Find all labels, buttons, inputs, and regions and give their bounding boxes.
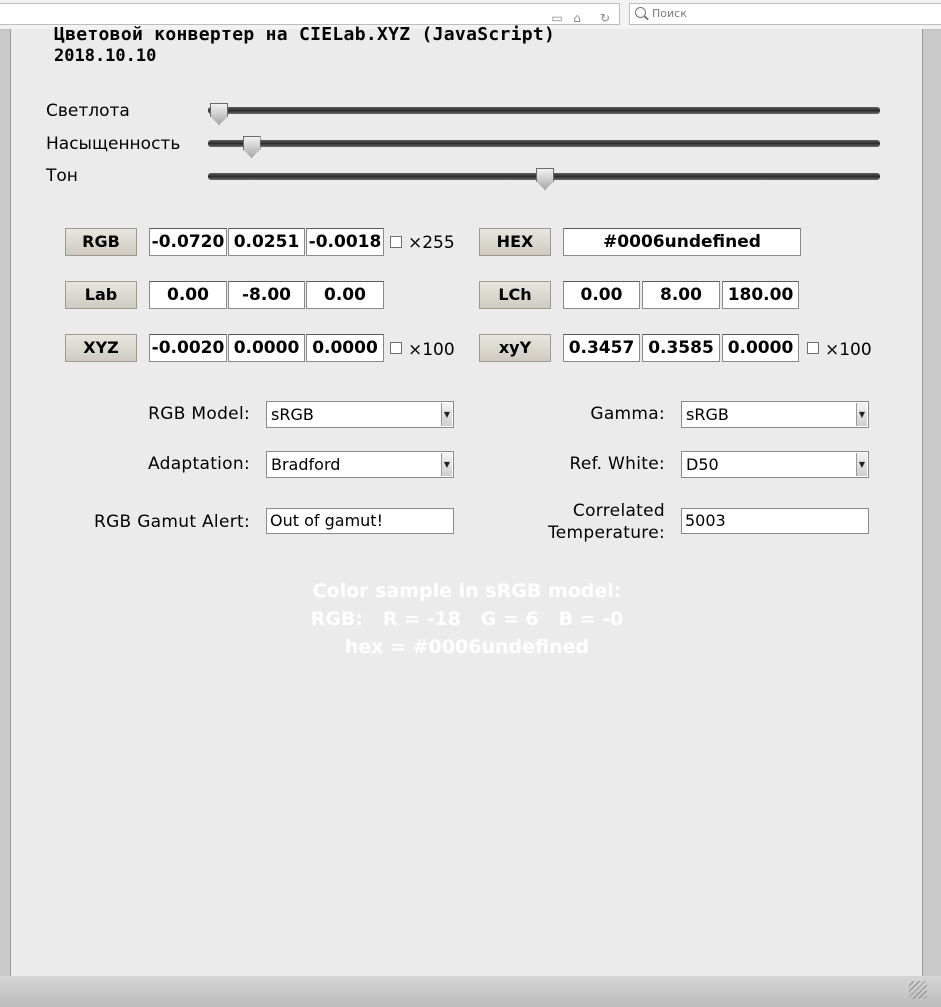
xyy-bigY-field[interactable]: 0.0000 bbox=[722, 334, 799, 362]
lab-l-field[interactable]: 0.00 bbox=[149, 281, 227, 309]
xyy-x100-label: ×100 bbox=[825, 340, 872, 360]
ref-white-value: D50 bbox=[686, 455, 719, 474]
chevron-down-icon[interactable]: ▼ bbox=[441, 403, 452, 426]
resize-grip-icon[interactable] bbox=[909, 981, 927, 999]
ref-white-label: Ref. White: bbox=[569, 454, 665, 474]
gamma-label: Gamma: bbox=[590, 404, 665, 424]
page-title: Цветовой конвертер на CIELab.XYZ (JavaScript) bbox=[54, 24, 556, 45]
color-sample-rgb: RGB: R = -18 G = 6 B = -0 bbox=[310, 608, 624, 630]
rgb-button[interactable]: RGB bbox=[65, 228, 137, 256]
chevron-down-icon[interactable]: ▼ bbox=[856, 403, 867, 426]
hex-field[interactable]: #0006undefined bbox=[563, 228, 801, 256]
xyy-y-field[interactable]: 0.3585 bbox=[642, 334, 720, 362]
lightness-slider-track[interactable] bbox=[208, 107, 880, 114]
xyz-y-field[interactable]: 0.0000 bbox=[228, 334, 305, 362]
adaptation-select[interactable] bbox=[266, 451, 454, 478]
slider-label-hue: Тон bbox=[46, 166, 78, 186]
adaptation-label: Adaptation: bbox=[147, 454, 250, 474]
lch-button[interactable]: LCh bbox=[479, 281, 551, 309]
gamut-alert-label: RGB Gamut Alert: bbox=[93, 512, 250, 532]
rgb-r-field[interactable]: -0.0720 bbox=[149, 228, 227, 256]
reload-icon[interactable]: ↻ bbox=[599, 11, 611, 25]
lab-b-field[interactable]: 0.00 bbox=[306, 281, 384, 309]
saturation-slider-track[interactable] bbox=[208, 140, 880, 147]
rgb-b-field[interactable]: -0.0018 bbox=[306, 228, 384, 256]
xyz-x100-label: ×100 bbox=[408, 340, 455, 360]
xyz-z-field[interactable]: 0.0000 bbox=[306, 334, 384, 362]
corr-temp-label-line2: Temperature: bbox=[547, 523, 665, 543]
slider-label-saturation: Насыщенность bbox=[46, 134, 181, 154]
rgb-model-value: sRGB bbox=[271, 405, 314, 424]
lch-h-field[interactable]: 180.00 bbox=[722, 281, 799, 309]
slider-label-lightness: Светлота bbox=[46, 101, 130, 121]
page-date: 2018.10.10 bbox=[54, 46, 157, 66]
xyz-x100-checkbox[interactable] bbox=[390, 342, 402, 354]
rgb-model-label: RGB Model: bbox=[148, 404, 250, 424]
address-bar[interactable] bbox=[0, 3, 620, 25]
rgb-x255-checkbox[interactable] bbox=[390, 236, 402, 248]
lab-a-field[interactable]: -8.00 bbox=[228, 281, 305, 309]
lch-c-field[interactable]: 8.00 bbox=[642, 281, 720, 309]
gamma-value: sRGB bbox=[686, 405, 729, 424]
adaptation-value: Bradford bbox=[271, 455, 341, 474]
rgb-g-field[interactable]: 0.0251 bbox=[228, 228, 305, 256]
xyz-button[interactable]: XYZ bbox=[65, 334, 137, 362]
reader-view-icon[interactable]: ▭ bbox=[551, 11, 563, 25]
xyy-button[interactable]: xyY bbox=[479, 334, 551, 362]
rgb-model-select[interactable] bbox=[266, 401, 454, 428]
rgb-x255-label: ×255 bbox=[408, 233, 455, 253]
corr-temp-field[interactable]: 5003 bbox=[681, 508, 869, 534]
lab-button[interactable]: Lab bbox=[65, 281, 137, 309]
search-icon bbox=[635, 7, 646, 18]
color-sample-title: Color sample in sRGB model: bbox=[312, 580, 622, 602]
gamut-alert-field[interactable]: Out of gamut! bbox=[266, 508, 454, 534]
xyz-x-field[interactable]: -0.0020 bbox=[149, 334, 227, 362]
xyy-x100-checkbox[interactable] bbox=[807, 342, 819, 354]
hex-button[interactable]: HEX bbox=[479, 228, 551, 256]
xyy-x-field[interactable]: 0.3457 bbox=[563, 334, 640, 362]
chevron-down-icon[interactable]: ▼ bbox=[441, 453, 452, 476]
corr-temp-label-line1: Correlated bbox=[572, 501, 665, 521]
color-sample-hex: hex = #0006undefined bbox=[344, 636, 590, 658]
search-placeholder: Поиск bbox=[652, 7, 687, 20]
home-icon[interactable]: ⌂ bbox=[573, 11, 581, 25]
browser-search-input[interactable] bbox=[629, 3, 941, 25]
chevron-down-icon[interactable]: ▼ bbox=[856, 453, 867, 476]
gamma-select[interactable] bbox=[681, 401, 869, 428]
window-bottom-frame bbox=[0, 976, 941, 1007]
lch-l-field[interactable]: 0.00 bbox=[563, 281, 640, 309]
app-window bbox=[10, 29, 923, 976]
ref-white-select[interactable] bbox=[681, 451, 869, 478]
